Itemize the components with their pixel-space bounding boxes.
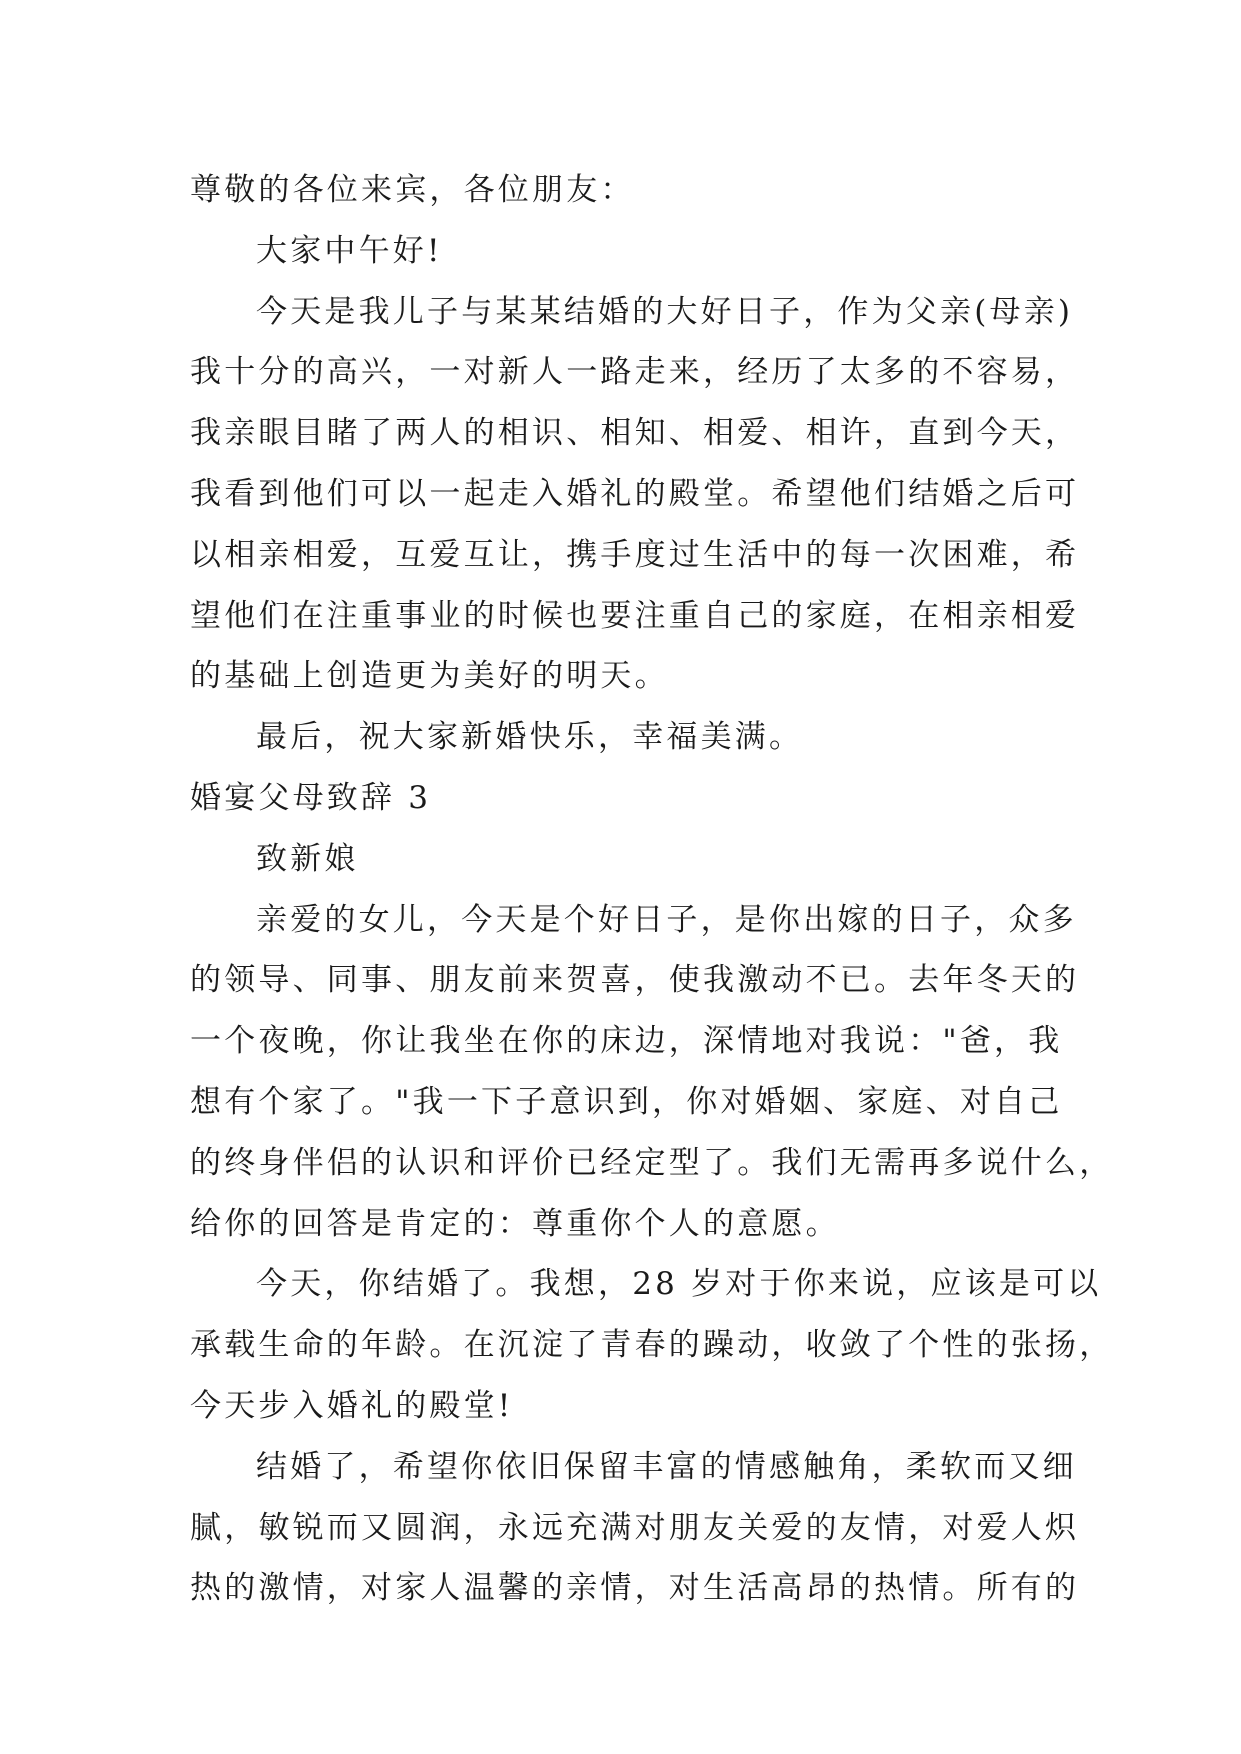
paragraph-line: 望他们在注重事业的时候也要注重自己的家庭，在相亲相爱 [190, 597, 1080, 634]
paragraph-line: 的终身伴侣的认识和评价已经定型了。我们无需再多说什么， [190, 1144, 1114, 1181]
paragraph-father-speech [190, 282, 1080, 708]
paragraph-line: 一个夜晚，你让我坐在你的床边，深情地对我说："爸，我 [190, 1023, 1063, 1060]
paragraph-line: 结婚了，希望你依旧保留丰富的情感触角，柔软而又细 [256, 1448, 1077, 1485]
document-body [190, 160, 1114, 1619]
paragraph-line: 我亲眼目睹了两人的相识、相知、相爱、相许，直到今天， [190, 415, 1080, 452]
paragraph-line: 我十分的高兴，一对新人一路走来，经历了太多的不容易， [190, 354, 1080, 391]
paragraph-to-daughter [190, 890, 1114, 1255]
paragraph-line: 的基础上创造更为美好的明天。 [190, 658, 669, 695]
section-title: 婚宴父母致辞 3 [190, 779, 432, 816]
paragraph-line: 今天步入婚礼的殿堂! [190, 1387, 514, 1424]
paragraph-line: 以相亲相爱，互爱互让，携手度过生活中的每一次困难，希 [190, 536, 1080, 573]
paragraph-wishes [190, 1437, 1080, 1619]
paragraph-line: 想有个家了。"我一下子意识到，你对婚姻、家庭、对自己 [190, 1083, 1063, 1120]
paragraph-line: 腻，敏锐而又圆润，永远充满对朋友关爱的友情，对爱人炽 [190, 1509, 1080, 1546]
paragraph-line: 热的激情，对家人温馨的亲情，对生活高昂的热情。所有的 [190, 1570, 1080, 1607]
paragraph-line: 的领导、同事、朋友前来贺喜，使我激动不已。去年冬天的 [190, 962, 1080, 999]
paragraph-wedding-day [190, 1254, 1114, 1436]
section-subtitle: 致新娘 [256, 840, 359, 877]
paragraph-line: 给你的回答是肯定的：尊重你个人的意愿。 [190, 1205, 840, 1242]
paragraph-line: 承载生命的年龄。在沉淀了青春的躁动，收敛了个性的张扬， [190, 1327, 1114, 1364]
paragraph-line: 亲爱的女儿，今天是个好日子，是你出嫁的日子，众多 [256, 901, 1077, 938]
salute-line: 大家中午好! [256, 232, 443, 269]
paragraph-line: 今天是我儿子与某某结婚的大好日子，作为父亲(母亲) [256, 293, 1074, 330]
paragraph-line: 我看到他们可以一起走入婚礼的殿堂。希望他们结婚之后可 [190, 475, 1080, 512]
paragraph-line: 今天，你结婚了。我想，28 岁对于你来说，应该是可以 [256, 1266, 1102, 1303]
closing-line: 最后，祝大家新婚快乐，幸福美满。 [256, 719, 804, 756]
greeting-line: 尊敬的各位来宾，各位朋友： [190, 172, 635, 208]
